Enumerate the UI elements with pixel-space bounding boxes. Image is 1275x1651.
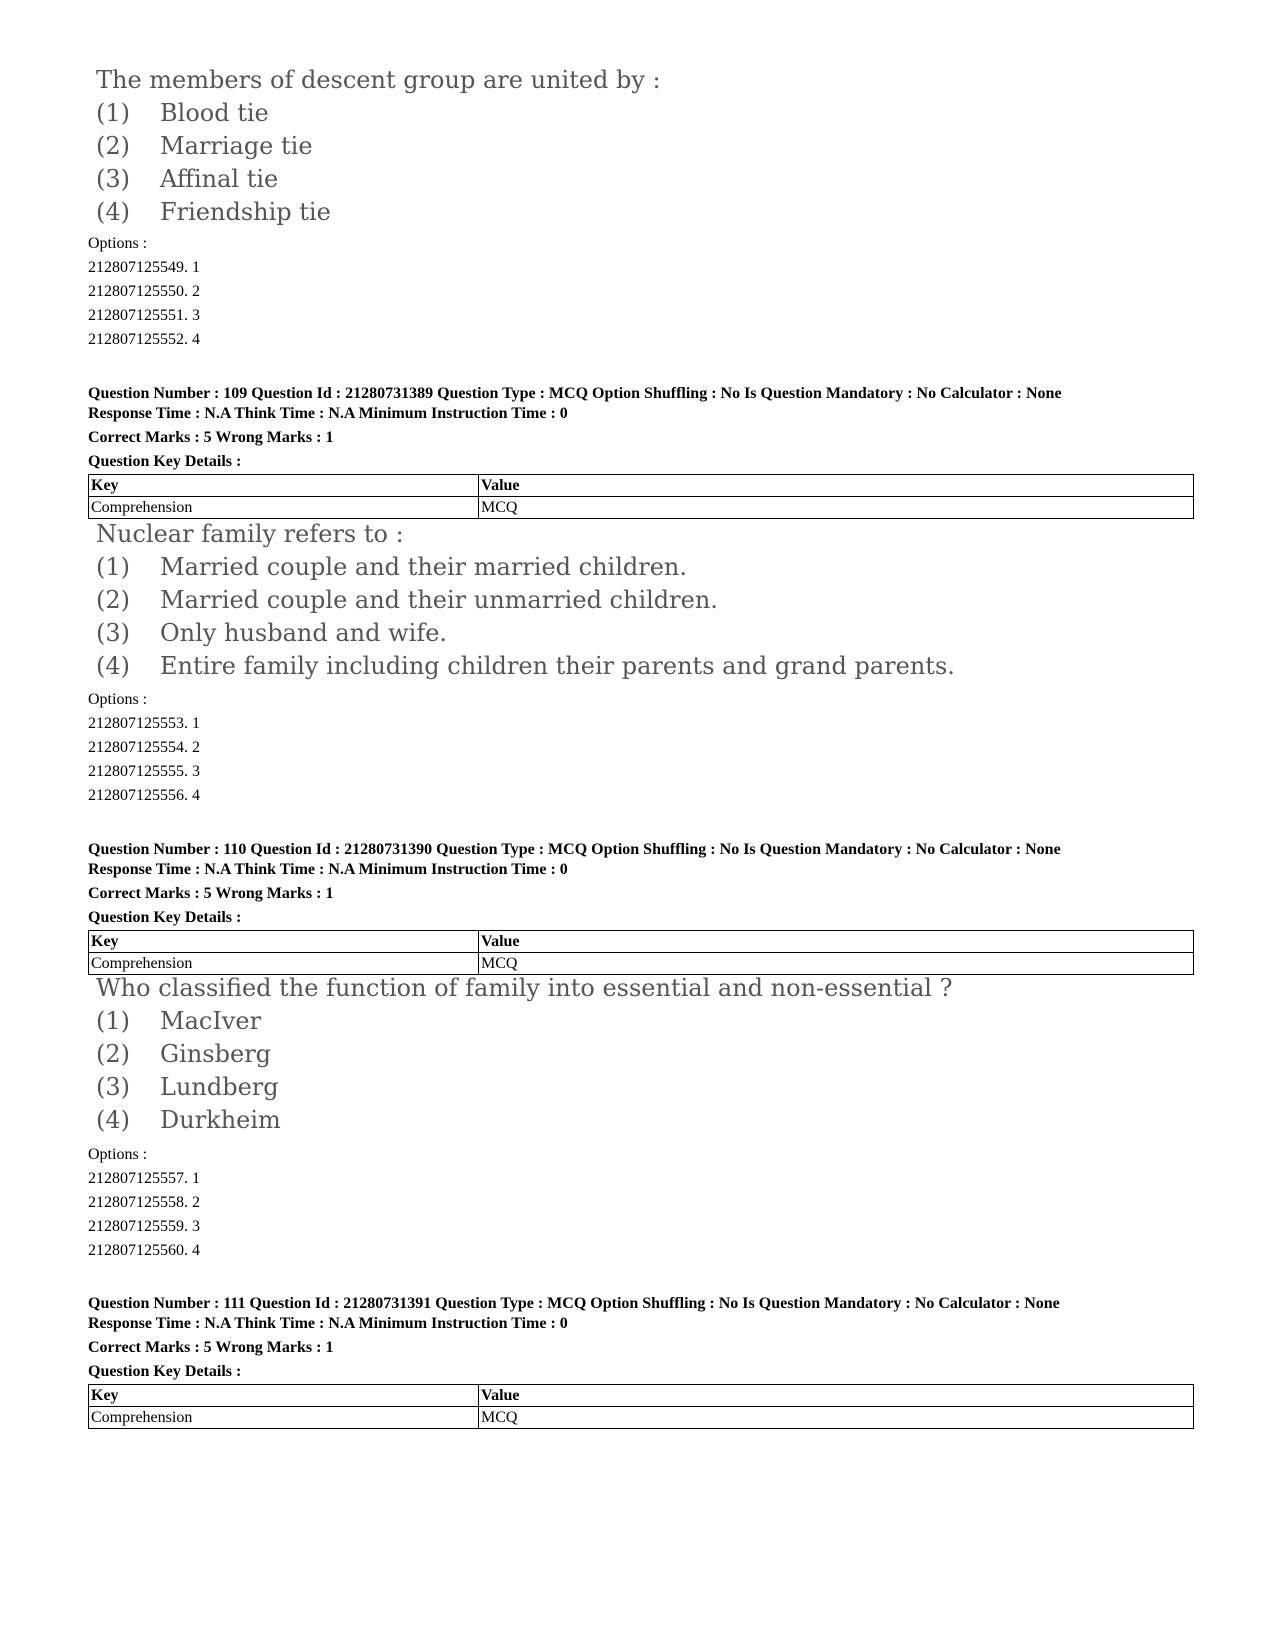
option-id: 212807125557. 1: [88, 1170, 200, 1187]
options-list: [88, 232, 1194, 352]
option-id: 212807125555. 3: [88, 763, 200, 780]
option-id: 212807125549. 1: [88, 259, 200, 276]
key-value-table: [88, 1384, 1194, 1429]
question-option: (3) Lundberg: [96, 1073, 279, 1101]
question-marks: Correct Marks : 5 Wrong Marks : 1: [88, 429, 334, 446]
question-header: Question Number : 111 Question Id : 21280731391 Question Type : MCQ Option Shuffling : No Is Question Mandatory : No Calculator : None: [88, 1295, 1060, 1312]
option-id: 212807125560. 4: [88, 1242, 200, 1259]
question-stem: Who classified the function of family into essential and non-essential ?: [96, 974, 953, 1002]
table-header-key: Key: [89, 1385, 479, 1407]
options-label: Options :: [88, 235, 148, 252]
question-option: (4) Entire family including children their parents and grand parents.: [96, 652, 955, 680]
question-stem: Nuclear family refers to :: [96, 520, 404, 548]
option-id: 212807125554. 2: [88, 739, 200, 756]
table-cell-key: Comprehension: [89, 953, 479, 975]
question-stem: The members of descent group are united by :: [96, 66, 661, 94]
options-list: [88, 1143, 1194, 1263]
question-option: (3) Affinal tie: [96, 165, 279, 193]
table-cell-value: MCQ: [479, 1407, 1194, 1429]
key-value-table: [88, 930, 1194, 975]
question-option: (2) Married couple and their unmarried children.: [96, 586, 718, 614]
options-label: Options :: [88, 1146, 148, 1163]
question-option: (4) Friendship tie: [96, 198, 331, 226]
question-option: (1) MacIver: [96, 1007, 262, 1035]
option-id: 212807125551. 3: [88, 307, 200, 324]
table-header-key: Key: [89, 475, 479, 497]
question-111-meta: [88, 1294, 1194, 1429]
key-details-label: Question Key Details :: [88, 909, 242, 926]
table-header-value: Value: [479, 1385, 1194, 1407]
option-id: 212807125559. 3: [88, 1218, 200, 1235]
option-id: 212807125550. 2: [88, 283, 200, 300]
table-cell-value: MCQ: [479, 953, 1194, 975]
question-option: (4) Durkheim: [96, 1106, 281, 1134]
option-id: 212807125553. 1: [88, 715, 200, 732]
question-timing: Response Time : N.A Think Time : N.A Minimum Instruction Time : 0: [88, 1315, 568, 1332]
question-110-meta: [88, 840, 1194, 975]
table-header-key: Key: [89, 931, 479, 953]
question-header: Question Number : 110 Question Id : 21280731390 Question Type : MCQ Option Shuffling : No Is Question Mandatory : No Calculator : None: [88, 841, 1061, 858]
key-details-label: Question Key Details :: [88, 1363, 242, 1380]
key-value-table: [88, 474, 1194, 519]
question-option: (2) Marriage tie: [96, 132, 313, 160]
table-cell-value: MCQ: [479, 497, 1194, 519]
table-cell-key: Comprehension: [89, 497, 479, 519]
options-label: Options :: [88, 691, 148, 708]
question-109-meta: [88, 384, 1194, 519]
option-id: 212807125558. 2: [88, 1194, 200, 1211]
question-marks: Correct Marks : 5 Wrong Marks : 1: [88, 885, 334, 902]
table-header-value: Value: [479, 931, 1194, 953]
question-option: (1) Blood tie: [96, 99, 269, 127]
question-option: (1) Married couple and their married children.: [96, 553, 688, 581]
table-cell-key: Comprehension: [89, 1407, 479, 1429]
question-timing: Response Time : N.A Think Time : N.A Minimum Instruction Time : 0: [88, 405, 568, 422]
option-id: 212807125556. 4: [88, 787, 200, 804]
question-option: (2) Ginsberg: [96, 1040, 272, 1068]
question-109-image: [96, 518, 955, 683]
options-list: [88, 688, 1194, 808]
question-110-image: [96, 972, 952, 1137]
key-details-label: Question Key Details :: [88, 453, 242, 470]
question-header: Question Number : 109 Question Id : 21280731389 Question Type : MCQ Option Shuffling : No Is Question Mandatory : No Calculator : None: [88, 385, 1062, 402]
question-108-image: [96, 64, 661, 229]
table-header-value: Value: [479, 475, 1194, 497]
question-timing: Response Time : N.A Think Time : N.A Minimum Instruction Time : 0: [88, 861, 568, 878]
question-marks: Correct Marks : 5 Wrong Marks : 1: [88, 1339, 334, 1356]
option-id: 212807125552. 4: [88, 331, 200, 348]
question-option: (3) Only husband and wife.: [96, 619, 448, 647]
